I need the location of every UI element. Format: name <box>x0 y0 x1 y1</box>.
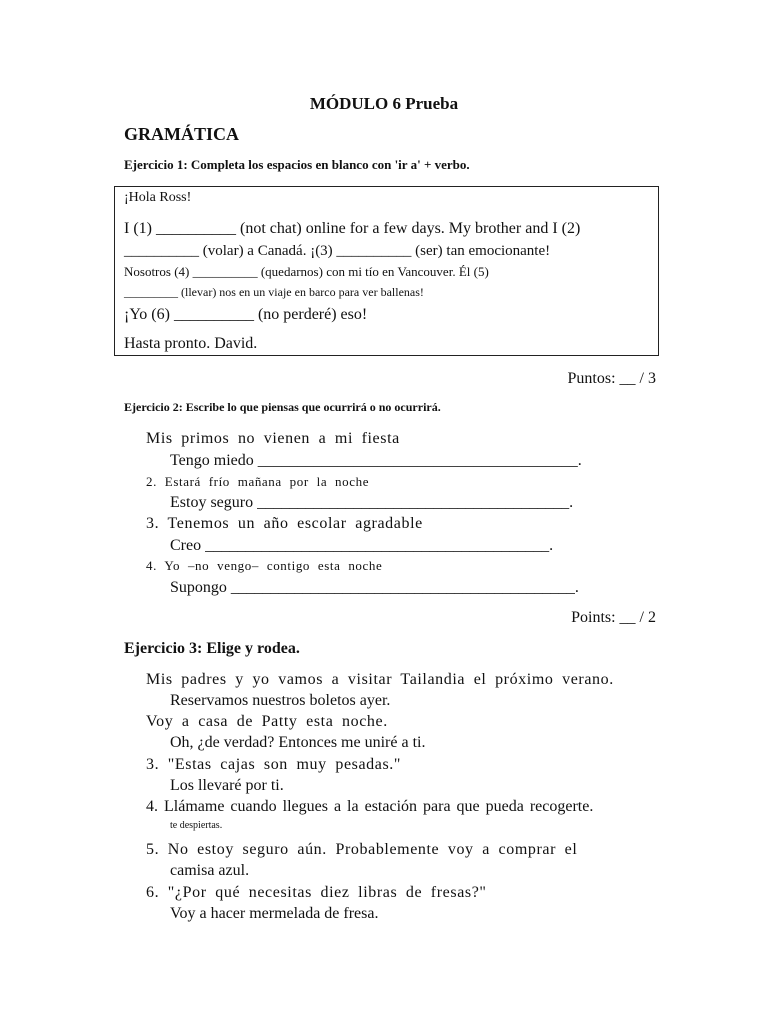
exercise-2-heading: Ejercicio 2: Escribe lo que piensas que ocurrirá o no ocurrirá. <box>124 400 441 414</box>
page-title: MÓDULO 6 Prueba <box>309 94 459 113</box>
exercise-2-prompt: 3. Tenemos un año escolar agradable <box>146 515 423 532</box>
exercise-3-item: 4. Llámame cuando llegues a la estación para que pueda recogerte. <box>146 798 594 815</box>
exercise-2-answer: Supongo ___________________________________________. <box>170 579 579 596</box>
exercise-3-item: 5. No estoy seguro aún. Probablemente voy a comprar el <box>146 841 578 858</box>
letter-line: _________ (llevar) nos en un viaje en barco para ver ballenas! <box>124 285 424 299</box>
exercise-3-item: Voy a casa de Patty esta noche. <box>146 713 388 730</box>
exercise-3-option: Voy a hacer mermelada de fresa. <box>170 905 379 922</box>
exercise-3-option: Oh, ¿de verdad? Entonces me uniré a ti. <box>170 734 426 751</box>
letter-line: __________ (volar) a Canadá. ¡(3) __________ (ser) tan emocionante! <box>124 243 551 259</box>
exercise-3-option: Los llevaré por ti. <box>170 777 284 794</box>
exercise-2-score: Points: __ / 2 <box>571 609 656 626</box>
exercise-2-prompt: 2. Estará frío mañana por la noche <box>146 474 370 489</box>
exercise-2-prompt: Mis primos no vienen a mi fiesta <box>146 430 400 447</box>
letter-line: I (1) __________ (not chat) online for a few days. My brother and I (2) <box>124 220 581 237</box>
exercise-1-heading: Ejercicio 1: Completa los espacios en blanco con 'ir a' + verbo. <box>124 157 470 172</box>
exercise-2-answer: Creo ___________________________________________. <box>170 537 554 554</box>
exercise-1-box <box>114 186 659 356</box>
exercise-3-item: Mis padres y yo vamos a visitar Tailandia el próximo verano. <box>146 671 614 688</box>
exercise-3-option: camisa azul. <box>170 862 250 879</box>
letter-line: ¡Hola Ross! <box>124 190 192 205</box>
letter-line: Nosotros (4) __________ (quedarnos) con mi tío en Vancouver. Él (5) <box>124 264 489 279</box>
letter-line: ¡Yo (6) __________ (no perderé) eso! <box>124 306 368 323</box>
exercise-2-answer: Estoy seguro _______________________________________. <box>170 494 574 511</box>
exercise-3-option: te despiertas. <box>170 820 223 831</box>
exercise-1-score: Puntos: __ / 3 <box>567 370 656 387</box>
exercise-3-option: Reservamos nuestros boletos ayer. <box>170 692 391 709</box>
exercise-3-heading: Ejercicio 3: Elige y rodea. <box>124 640 300 657</box>
section-heading: GRAMÁTICA <box>124 124 239 144</box>
exercise-2-prompt: 4. Yo –no vengo– contigo esta noche <box>146 558 383 573</box>
exercise-3-item: 6. "¿Por qué necesitas diez libras de fresas?" <box>146 884 487 901</box>
exercise-2-answer: Tengo miedo ________________________________________. <box>170 452 582 469</box>
letter-line: Hasta pronto. David. <box>124 335 258 352</box>
exercise-3-item: 3. "Estas cajas son muy pesadas." <box>146 756 402 773</box>
